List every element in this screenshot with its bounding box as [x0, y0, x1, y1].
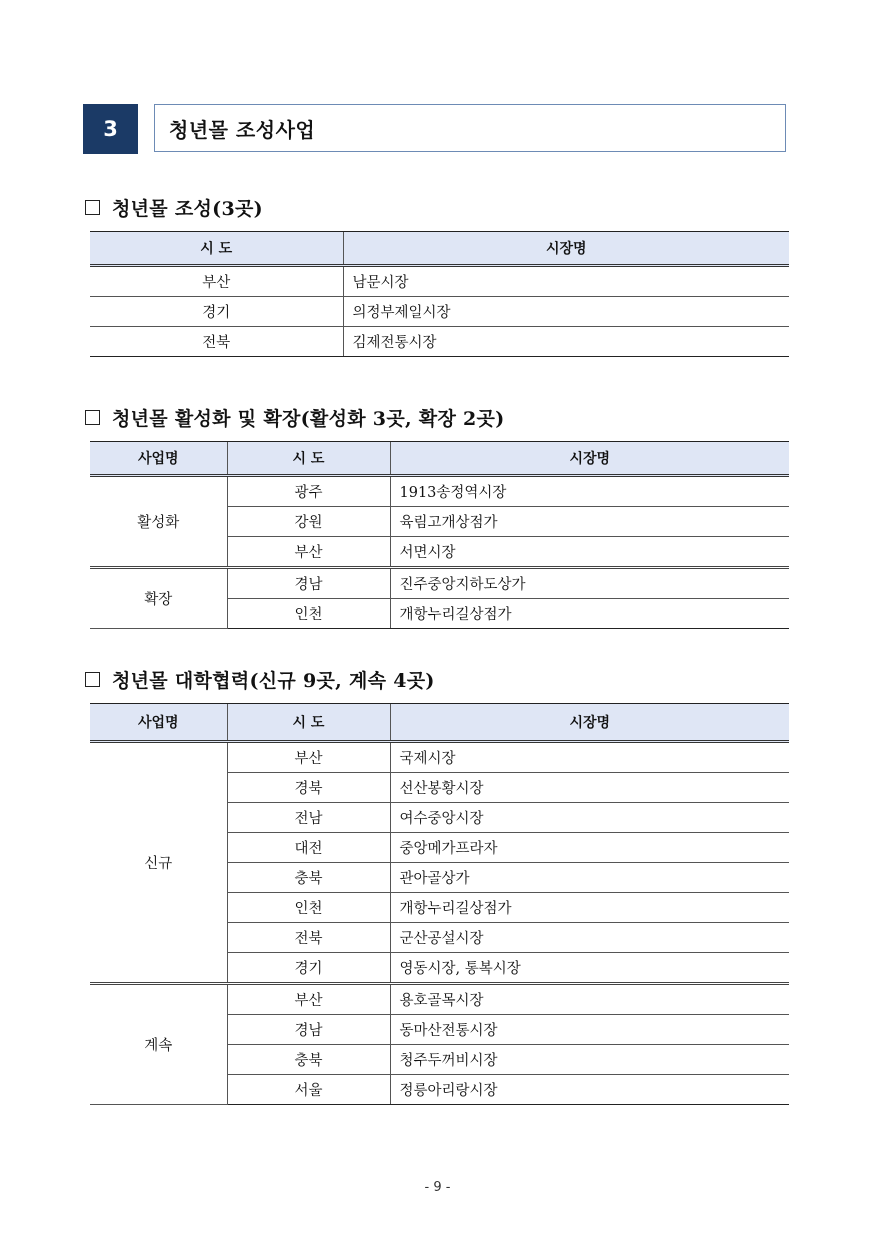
table-youth-mall-activation — [90, 441, 789, 629]
cell-market-name: 영동시장, 통복시장 — [390, 953, 789, 984]
cell-region: 전북 — [227, 923, 390, 953]
cell-market-name: 1913송정역시장 — [390, 476, 789, 507]
cell-region: 경기 — [227, 953, 390, 984]
subsection-title-text: 청년몰 조성(3곳) — [112, 197, 263, 220]
cell-region: 대전 — [227, 833, 390, 863]
section-title-box: 청년몰 조성사업 — [154, 104, 786, 152]
subsection-title-3 — [85, 664, 435, 694]
cell-market-name: 여수중앙시장 — [390, 803, 789, 833]
cell-region: 경북 — [227, 773, 390, 803]
cell-region: 강원 — [227, 507, 390, 537]
cell-region: 서울 — [227, 1075, 390, 1105]
cell-region: 전남 — [227, 803, 390, 833]
column-header-market-name: 시장명 — [390, 704, 789, 742]
cell-region: 광주 — [227, 476, 390, 507]
cell-market-name: 개항누리길상점가 — [390, 599, 789, 629]
cell-region: 인천 — [227, 893, 390, 923]
cell-market-name: 육림고개상점가 — [390, 507, 789, 537]
cell-region: 인천 — [227, 599, 390, 629]
table-row — [90, 297, 789, 327]
column-header-market-name: 시장명 — [343, 232, 789, 266]
cell-market-name: 군산공설시장 — [390, 923, 789, 953]
cell-region: 부산 — [90, 266, 343, 297]
section-number-badge: 3 — [83, 104, 138, 154]
cell-region: 전북 — [90, 327, 343, 357]
page-number: - 9 - — [424, 1180, 451, 1195]
cell-region: 부산 — [227, 984, 390, 1015]
cell-region: 경남 — [227, 568, 390, 599]
cell-market-name: 선산봉황시장 — [390, 773, 789, 803]
table-youth-mall-university — [90, 703, 789, 1105]
cell-project-group: 확장 — [90, 568, 227, 629]
cell-market-name: 관아골상가 — [390, 863, 789, 893]
checkbox-square-icon — [85, 672, 100, 687]
cell-region: 경기 — [90, 297, 343, 327]
table-row — [90, 568, 789, 599]
cell-project-group: 활성화 — [90, 476, 227, 568]
cell-market-name: 김제전통시장 — [343, 327, 789, 357]
checkbox-square-icon — [85, 200, 100, 215]
subsection-title-2 — [85, 402, 505, 432]
cell-market-name: 청주두꺼비시장 — [390, 1045, 789, 1075]
cell-market-name: 용호골목시장 — [390, 984, 789, 1015]
cell-region: 충북 — [227, 863, 390, 893]
cell-market-name: 서면시장 — [390, 537, 789, 568]
column-header-region: 시 도 — [227, 442, 390, 476]
checkbox-square-icon — [85, 410, 100, 425]
column-header-project: 사업명 — [90, 704, 227, 742]
cell-region: 부산 — [227, 742, 390, 773]
table-row — [90, 327, 789, 357]
column-header-region: 시 도 — [90, 232, 343, 266]
section-header — [83, 104, 788, 154]
cell-market-name: 중앙메가프라자 — [390, 833, 789, 863]
table-row — [90, 476, 789, 507]
cell-market-name: 남문시장 — [343, 266, 789, 297]
table-youth-mall-creation — [90, 231, 789, 357]
cell-market-name: 정릉아리랑시장 — [390, 1075, 789, 1105]
cell-region: 부산 — [227, 537, 390, 568]
cell-project-group: 신규 — [90, 742, 227, 984]
cell-market-name: 개항누리길상점가 — [390, 893, 789, 923]
cell-market-name: 국제시장 — [390, 742, 789, 773]
subsection-title-1 — [85, 192, 263, 222]
cell-market-name: 의정부제일시장 — [343, 297, 789, 327]
cell-region: 충북 — [227, 1045, 390, 1075]
column-header-project: 사업명 — [90, 442, 227, 476]
table-row — [90, 984, 789, 1015]
column-header-market-name: 시장명 — [390, 442, 789, 476]
cell-project-group: 계속 — [90, 984, 227, 1105]
table-row — [90, 742, 789, 773]
cell-region: 경남 — [227, 1015, 390, 1045]
subsection-title-text: 청년몰 활성화 및 확장(활성화 3곳, 확장 2곳) — [112, 407, 505, 430]
cell-market-name: 진주중앙지하도상가 — [390, 568, 789, 599]
column-header-region: 시 도 — [227, 704, 390, 742]
subsection-title-text: 청년몰 대학협력(신규 9곳, 계속 4곳) — [112, 669, 435, 692]
table-row — [90, 266, 789, 297]
cell-market-name: 동마산전통시장 — [390, 1015, 789, 1045]
